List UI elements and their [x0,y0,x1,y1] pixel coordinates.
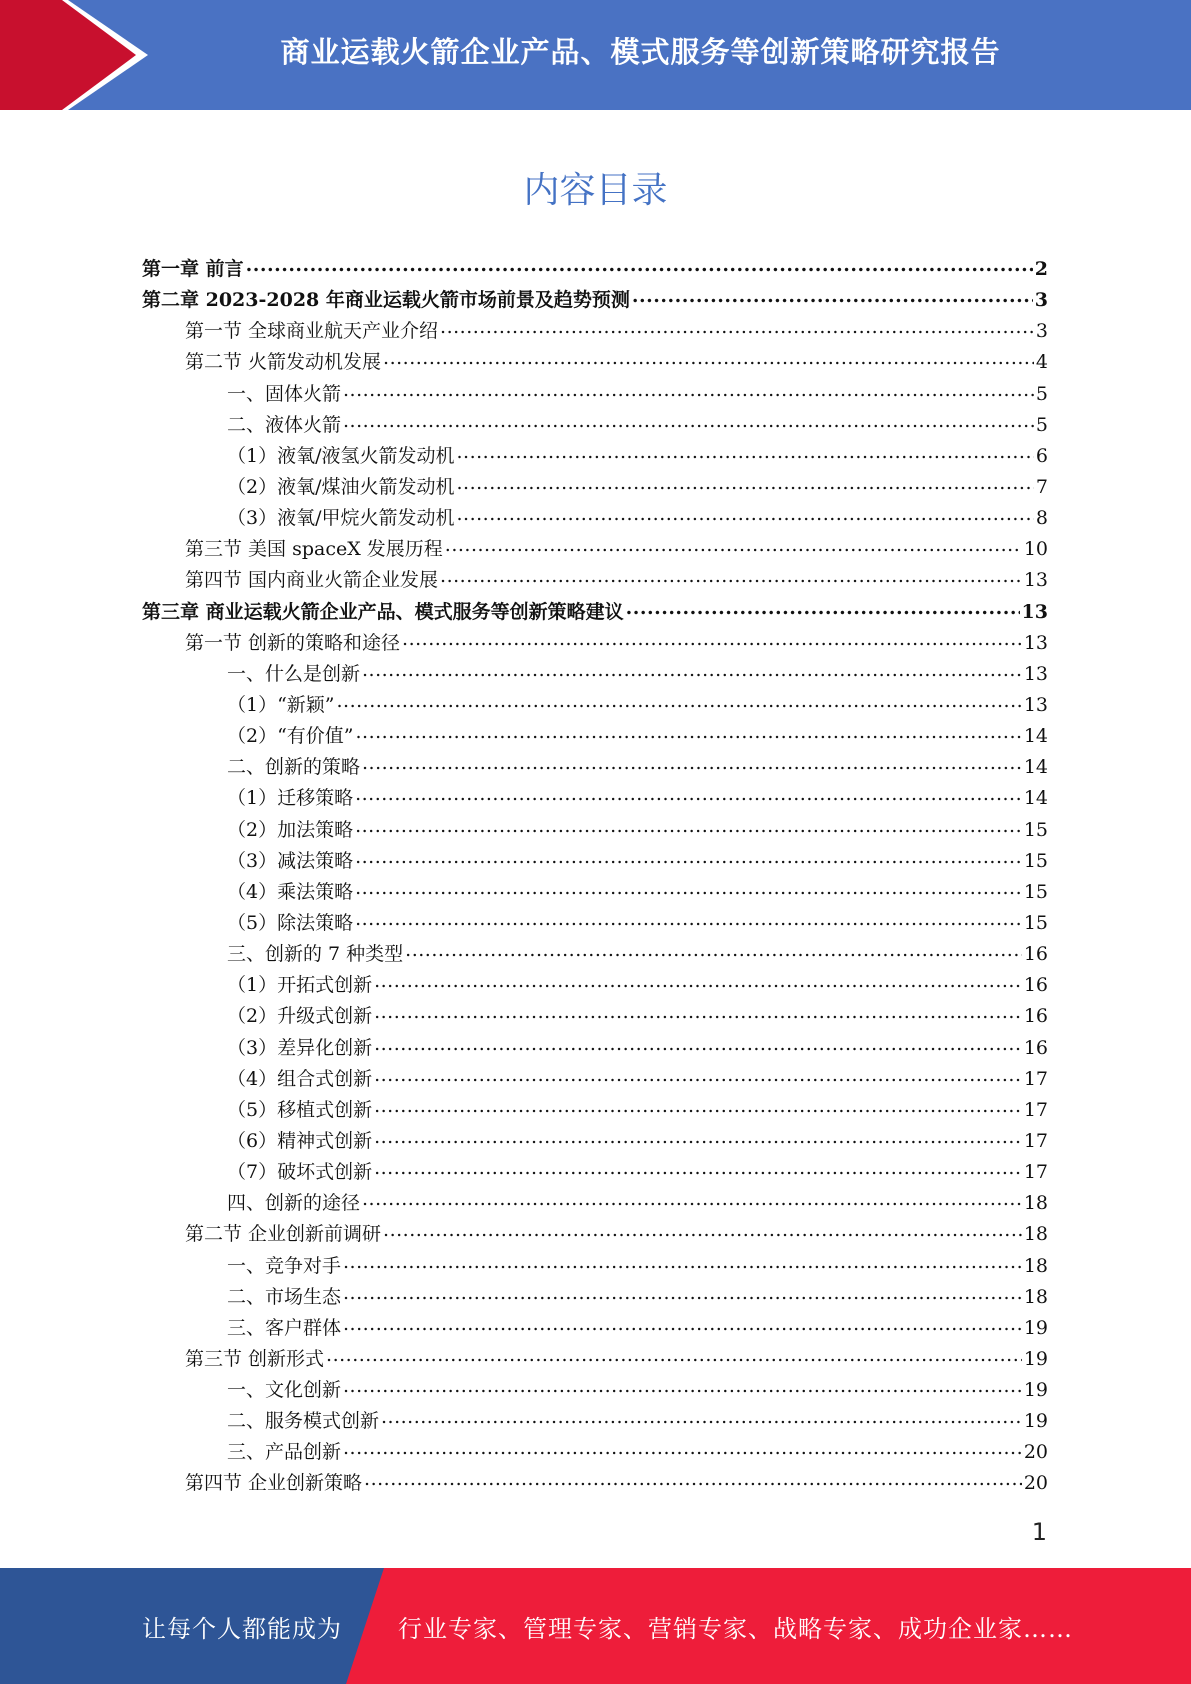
toc-entry[interactable] [142,1313,1048,1344]
toc-entry-label: 第三节 美国 spaceX 发展历程 [185,538,443,561]
toc-entry[interactable] [142,846,1048,877]
toc-entry-label: 二、市场生态 [227,1285,342,1308]
toc-leader-dots [343,1438,1022,1458]
toc-entry[interactable] [142,1095,1048,1126]
toc-entry-label: （5）除法策略 [227,911,354,934]
toc-entry-label: 第二节 火箭发动机发展 [185,351,382,374]
toc-entry[interactable] [142,1033,1048,1064]
toc-entry-page: 19 [1023,1410,1048,1433]
toc-entry-label: （3）减法策略 [227,849,354,872]
toc-entry-label: （1）液氧/液氢火箭发动机 [227,444,455,467]
toc-entry-label: （2）加法策略 [227,818,354,841]
toc-entry[interactable] [142,659,1048,690]
toc-entry-page: 16 [1023,1005,1048,1028]
toc-leader-dots [626,598,1020,618]
toc-leader-dots [355,784,1022,804]
footer-slogan-right: 行业专家、管理专家、营销专家、战略专家、成功企业家…… [398,1614,1073,1643]
toc-leader-dots [405,940,1022,960]
toc-leader-dots [374,1096,1022,1116]
toc-leader-dots [246,255,1033,275]
toc-entry[interactable] [142,441,1048,472]
toc-entry-label: 一、固体火箭 [227,382,342,405]
toc-entry-page: 20 [1023,1472,1048,1495]
toc-entry-label: 一、文化创新 [227,1379,342,1402]
toc-entry-label: （2）升级式创新 [227,1005,373,1028]
toc-entry-page: 19 [1023,1347,1048,1370]
toc-entry-label: （1）迁移策略 [227,787,354,810]
toc-entry-label: 一、竞争对手 [227,1254,342,1277]
toc-leader-dots [632,286,1033,306]
toc-entry-page: 18 [1023,1192,1048,1215]
toc-entry[interactable] [142,254,1048,285]
toc-leader-dots [343,1252,1022,1272]
toc-leader-dots [374,1065,1022,1085]
report-title: 商业运载火箭企业产品、模式服务等创新策略研究报告 [280,34,1001,69]
toc-entry[interactable] [142,815,1048,846]
toc-entry-label: （3）液氧/甲烷火箭发动机 [227,507,455,530]
toc-entry-label: 三、客户群体 [227,1316,342,1339]
toc-leader-dots [457,504,1034,524]
toc-leader-dots [374,1127,1022,1147]
toc-entry[interactable] [142,1126,1048,1157]
toc-entry-page: 18 [1023,1285,1048,1308]
toc-entry-page: 14 [1023,756,1048,779]
toc-entry-label: 第四节 企业创新策略 [185,1472,363,1495]
toc-leader-dots [383,348,1034,368]
toc-leader-dots [383,1220,1022,1240]
toc-leader-dots [343,411,1034,431]
toc-entry[interactable] [142,783,1048,814]
toc-leader-dots [457,473,1034,493]
toc-entry-page: 13 [1023,693,1048,716]
toc-entry-label: （1）开拓式创新 [227,974,373,997]
toc-entry[interactable] [142,939,1048,970]
toc-entry[interactable] [142,1437,1048,1468]
toc-entry-page: 17 [1023,1129,1048,1152]
toc-leader-dots [356,722,1022,742]
page-number: 1 [1031,1518,1047,1546]
toc-leader-dots [355,909,1022,929]
toc-entry-label: 第三节 创新形式 [185,1347,325,1370]
toc-leader-dots [343,1376,1022,1396]
toc-entry[interactable] [142,1251,1048,1282]
toc-entry-page: 5 [1035,413,1048,436]
toc-entry[interactable] [142,690,1048,721]
toc-leader-dots [381,1407,1022,1427]
footer-slogan-left: 让每个人都能成为 [142,1614,342,1643]
toc-entry-page: 3 [1034,289,1048,312]
toc-entry-label: 第一节 创新的策略和途径 [185,631,401,654]
toc-entry-page: 10 [1023,538,1048,561]
toc-leader-dots [362,660,1022,680]
table-of-contents [142,254,1048,1500]
toc-entry-page: 5 [1035,382,1048,405]
toc-entry-page: 16 [1023,974,1048,997]
toc-entry-page: 20 [1023,1441,1048,1464]
toc-entry[interactable] [142,721,1048,752]
toc-entry[interactable] [142,503,1048,534]
toc-leader-dots [364,1469,1022,1489]
toc-entry-page: 13 [1021,600,1048,623]
toc-entry-page: 13 [1023,569,1048,592]
toc-entry-label: 第一章 前言 [142,258,244,280]
toc-leader-dots [343,1314,1022,1334]
toc-leader-dots [355,816,1022,836]
toc-entry[interactable] [142,1188,1048,1219]
header-chevron-graphic [0,0,150,110]
toc-entry[interactable] [142,1468,1048,1499]
toc-entry[interactable] [142,1406,1048,1437]
toc-leader-dots [440,317,1034,337]
toc-entry-label: （2）“有价值” [227,725,354,748]
toc-leader-dots [343,380,1034,400]
toc-leader-dots [343,1283,1022,1303]
toc-entry-page: 14 [1023,725,1048,748]
toc-entry-label: 第二节 企业创新前调研 [185,1223,382,1246]
toc-entry-page: 6 [1035,444,1048,467]
toc-leader-dots [402,629,1022,649]
toc-entry-label: 一、什么是创新 [227,662,361,685]
toc-entry-label: 二、服务模式创新 [227,1410,380,1433]
toc-entry-label: （4）组合式创新 [227,1067,373,1090]
toc-entry-page: 2 [1034,258,1048,280]
toc-leader-dots [326,1345,1022,1365]
toc-leader-dots [374,1158,1022,1178]
toc-entry-label: 第二章 2023-2028 年商业运载火箭市场前景及趋势预测 [142,289,630,312]
toc-entry-page: 4 [1035,351,1048,374]
toc-entry-page: 17 [1023,1067,1048,1090]
toc-entry-label: （6）精神式创新 [227,1129,373,1152]
toc-entry-label: 三、产品创新 [227,1441,342,1464]
toc-entry-page: 16 [1023,943,1048,966]
toc-entry-label: 二、创新的策略 [227,756,361,779]
toc-entry[interactable] [142,410,1048,441]
toc-leader-dots [440,566,1022,586]
toc-entry-page: 18 [1023,1223,1048,1246]
toc-leader-dots [374,1034,1022,1054]
toc-entry[interactable] [142,628,1048,659]
toc-entry[interactable] [142,1375,1048,1406]
toc-entry-label: （1）“新颖” [227,693,335,716]
toc-entry[interactable] [142,1001,1048,1032]
toc-entry-label: （7）破坏式创新 [227,1161,373,1184]
toc-entry[interactable] [142,877,1048,908]
toc-entry-label: 第三章 商业运载火箭企业产品、模式服务等创新策略建议 [142,600,624,623]
toc-leader-dots [355,847,1022,867]
toc-leader-dots [445,535,1022,555]
page-footer [0,1568,1191,1684]
toc-entry-page: 7 [1035,475,1048,498]
toc-entry-page: 19 [1023,1316,1048,1339]
toc-entry-label: 二、液体火箭 [227,413,342,436]
toc-leader-dots [355,878,1022,898]
toc-entry[interactable] [142,1219,1048,1250]
toc-entry[interactable] [142,1157,1048,1188]
toc-entry-page: 15 [1023,911,1048,934]
toc-entry-label: （3）差异化创新 [227,1036,373,1059]
toc-entry-page: 15 [1023,818,1048,841]
toc-entry-label: 第一节 全球商业航天产业介绍 [185,320,439,343]
toc-entry[interactable] [142,970,1048,1001]
toc-entry-page: 16 [1023,1036,1048,1059]
toc-entry-page: 8 [1035,507,1048,530]
toc-entry-label: （5）移植式创新 [227,1098,373,1121]
toc-entry-page: 13 [1023,631,1048,654]
toc-entry-label: 三、创新的 7 种类型 [227,943,404,966]
toc-entry[interactable] [142,472,1048,503]
toc-entry[interactable] [142,597,1048,628]
toc-entry-page: 17 [1023,1098,1048,1121]
toc-entry[interactable] [142,534,1048,565]
toc-entry-label: （2）液氧/煤油火箭发动机 [227,475,455,498]
toc-heading: 内容目录 [523,170,668,211]
toc-entry-page: 19 [1023,1379,1048,1402]
toc-entry[interactable] [142,752,1048,783]
toc-leader-dots [457,442,1034,462]
report-header [0,0,1191,110]
toc-entry[interactable] [142,285,1048,316]
toc-entry[interactable] [142,1344,1048,1375]
toc-entry[interactable] [142,1282,1048,1313]
toc-entry-page: 13 [1023,662,1048,685]
toc-entry[interactable] [142,316,1048,347]
toc-entry[interactable] [142,1064,1048,1095]
toc-leader-dots [337,691,1022,711]
toc-leader-dots [362,753,1022,773]
toc-leader-dots [374,971,1022,991]
toc-entry-page: 18 [1023,1254,1048,1277]
toc-entry[interactable] [142,908,1048,939]
toc-entry-page: 14 [1023,787,1048,810]
toc-entry-page: 17 [1023,1161,1048,1184]
toc-entry-page: 3 [1035,320,1048,343]
toc-entry-label: （4）乘法策略 [227,880,354,903]
toc-entry-page: 15 [1023,880,1048,903]
toc-entry[interactable] [142,565,1048,596]
toc-entry-label: 四、创新的途径 [227,1192,361,1215]
toc-entry-label: 第四节 国内商业火箭企业发展 [185,569,439,592]
toc-entry[interactable] [142,379,1048,410]
toc-entry-page: 15 [1023,849,1048,872]
toc-entry[interactable] [142,347,1048,378]
toc-leader-dots [362,1189,1022,1209]
toc-leader-dots [374,1002,1022,1022]
